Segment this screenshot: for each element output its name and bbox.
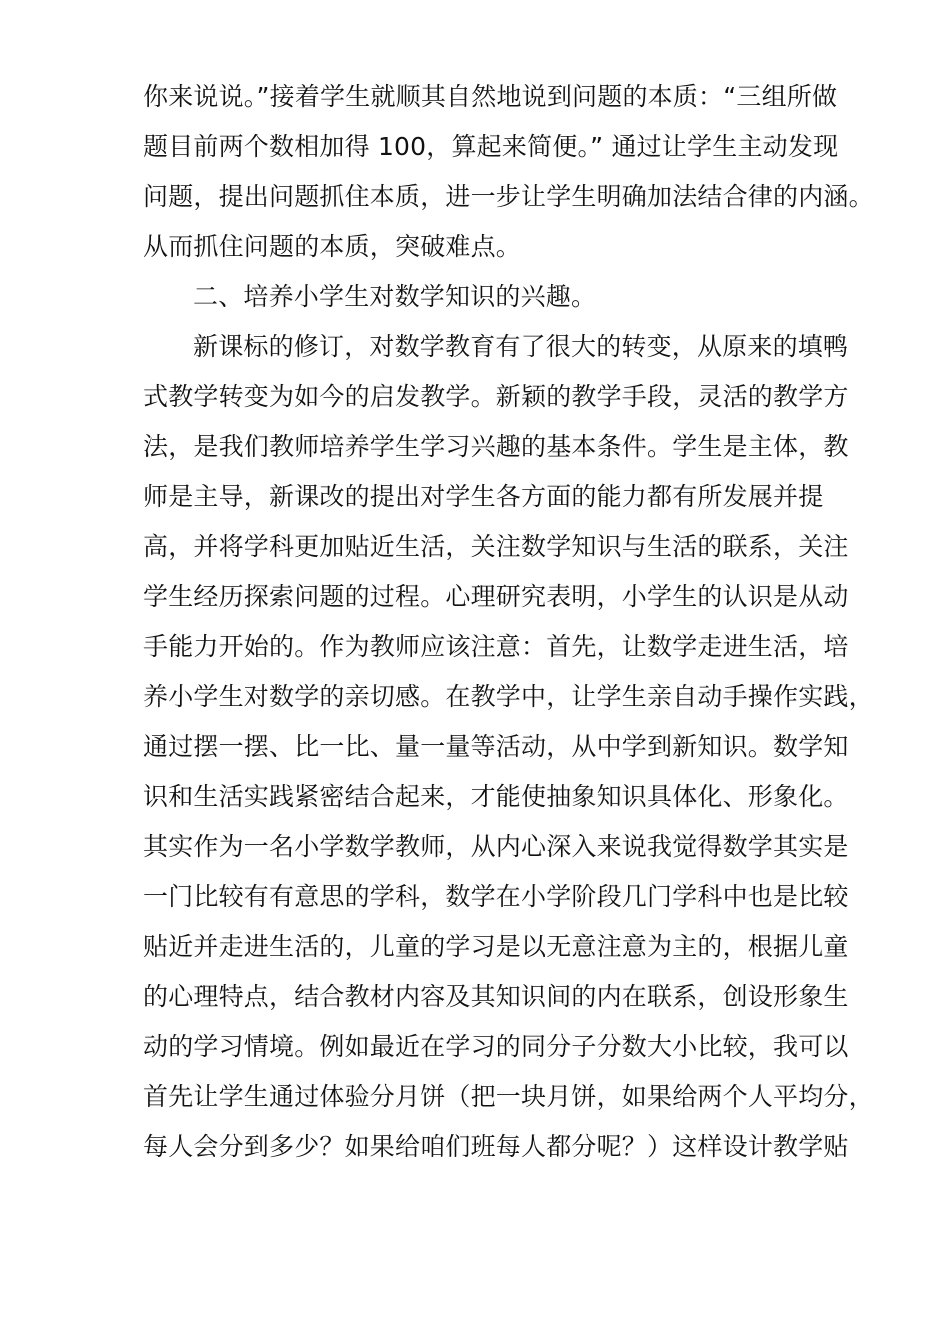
body-text-line: 养小学生对数学的亲切感。在教学中，让学生亲自动手操作实践， xyxy=(143,682,874,711)
body-text-line: 通过摆一摆、比一比、量一量等活动，从中学到新知识。数学知 xyxy=(143,732,849,761)
body-text-line: 每人会分到多少？如果给咱们班每人都分呢？）这样设计教学贴 xyxy=(143,1132,849,1161)
body-text-line: 师是主导，新课改的提出对学生各方面的能力都有所发展并提 xyxy=(143,482,824,511)
body-text-line: 贴近并走进生活的，儿童的学习是以无意注意为主的，根据儿童 xyxy=(143,932,849,961)
body-text-line: 首先让学生通过体验分月饼（把一块月饼，如果给两个人平均分， xyxy=(143,1082,874,1111)
body-text-line: 识和生活实践紧密结合起来，才能使抽象知识具体化、形象化。 xyxy=(143,782,849,811)
body-text-line: 手能力开始的。作为教师应该注意：首先，让数学走进生活，培 xyxy=(143,632,849,661)
body-text-line: 式教学转变为如今的启发教学。新颖的教学手段，灵活的教学方 xyxy=(143,382,849,411)
body-text-line: 高，并将学科更加贴近生活，关注数学知识与生活的联系，关注 xyxy=(143,532,849,561)
body-text-line: 题目前两个数相加得 100，算起来简便。” 通过让学生主动发现 xyxy=(143,132,839,161)
paragraph-first-line: 新课标的修订，对数学教育有了很大的转变，从原来的填鸭 xyxy=(193,332,849,361)
body-text-line: 一门比较有有意思的学科，数学在小学阶段几门学科中也是比较 xyxy=(143,882,849,911)
section-heading: 二、培养小学生对数学知识的兴趣。 xyxy=(193,282,597,311)
body-text-line: 问题，提出问题抓住本质，进一步让学生明确加法结合律的内涵。 xyxy=(143,182,874,211)
body-text-line: 从而抓住问题的本质，突破难点。 xyxy=(143,232,522,261)
body-text-line: 学生经历探索问题的过程。心理研究表明，小学生的认识是从动 xyxy=(143,582,849,611)
body-text-line: 其实作为一名小学数学教师，从内心深入来说我觉得数学其实是 xyxy=(143,832,849,861)
body-text-line: 的心理特点，结合教材内容及其知识间的内在联系，创设形象生 xyxy=(143,982,849,1011)
body-text-line: 你来说说。”接着学生就顺其自然地说到问题的本质：“三组所做 xyxy=(143,82,838,111)
body-text-line: 法，是我们教师培养学生学习兴趣的基本条件。学生是主体，教 xyxy=(143,432,849,461)
body-text-line: 动的学习情境。例如最近在学习的同分子分数大小比较，我可以 xyxy=(143,1032,849,1061)
